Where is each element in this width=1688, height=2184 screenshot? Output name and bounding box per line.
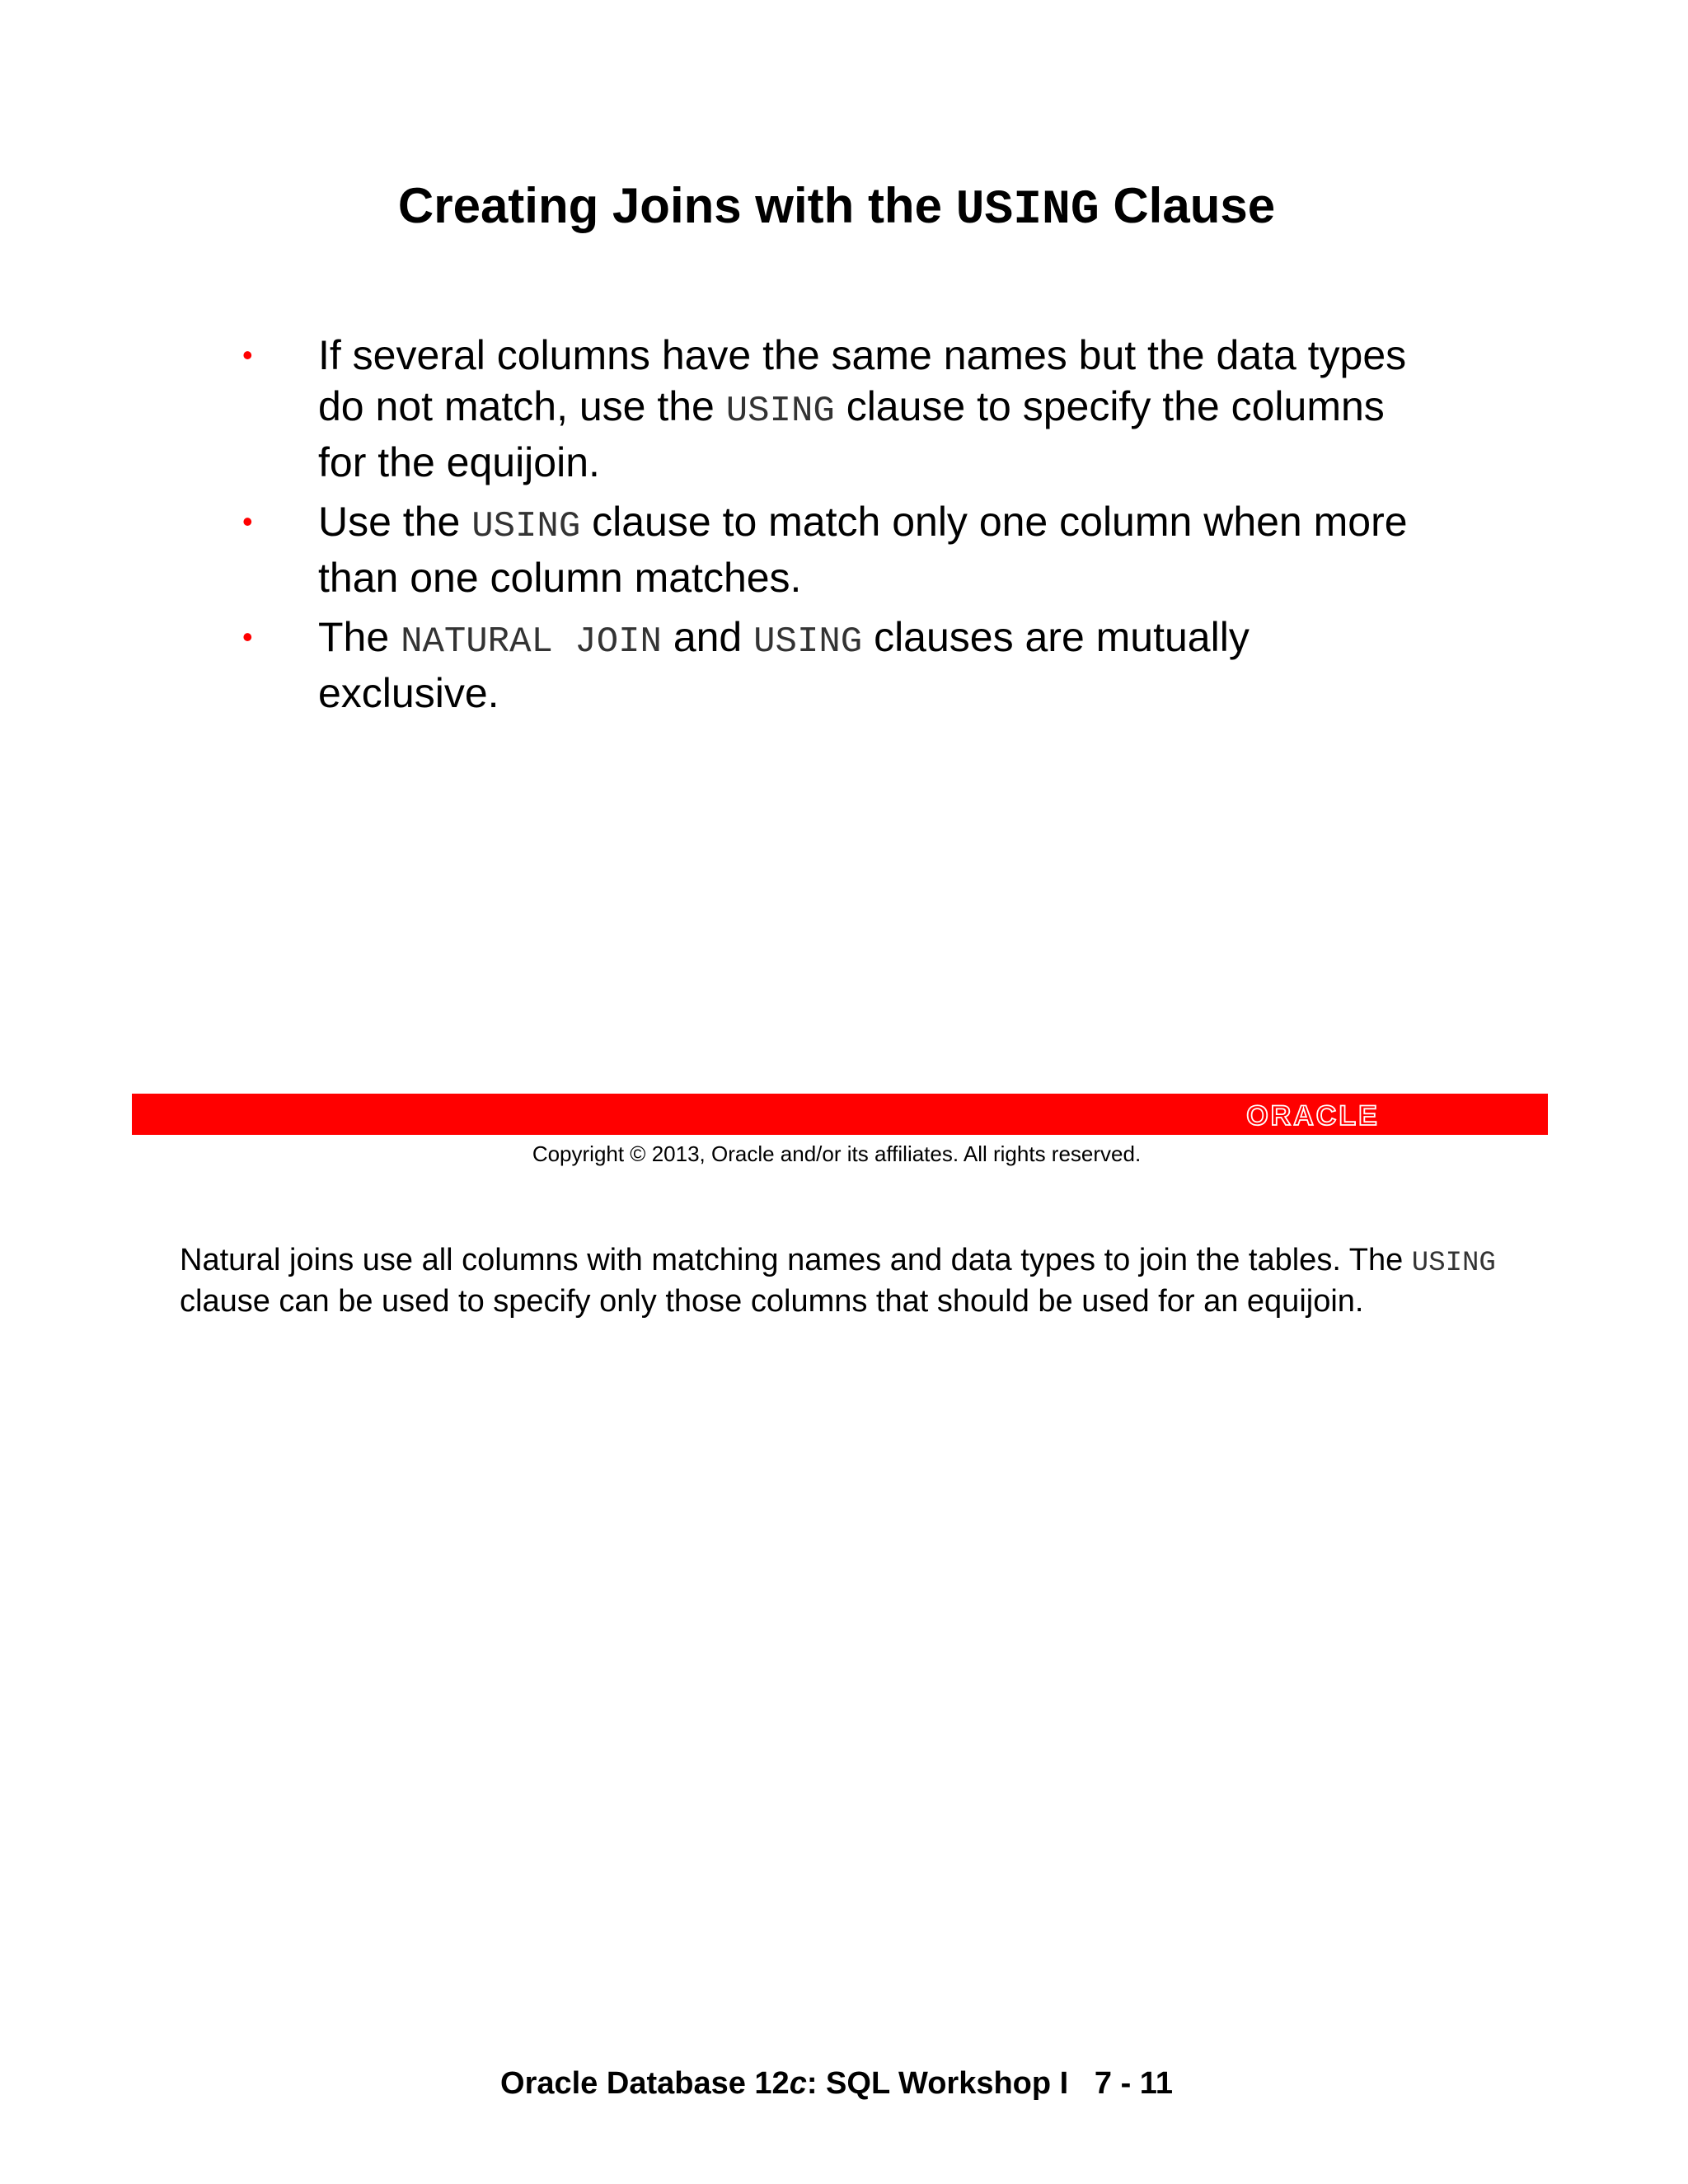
- footer-italic: c: [789, 2066, 807, 2101]
- notes-text: clause can be used to specify only those columns that should be used for an equijoin.: [180, 1284, 1364, 1319]
- bullet-text: Use the: [318, 499, 472, 545]
- bullet-code: USING: [471, 506, 581, 547]
- bullet-text: clauses are mutually exclusive.: [318, 614, 1250, 716]
- oracle-logo-icon: [1226, 1100, 1400, 1128]
- notes-text: Natural joins use all columns with matching names and data types to join the tables. The: [180, 1243, 1412, 1277]
- title-text-prefix: Creating Joins with the: [397, 178, 956, 233]
- title-text-suffix: Clause: [1099, 178, 1276, 233]
- bullet-marker-icon: •: [242, 504, 253, 538]
- oracle-logo-text: ORACLE: [1246, 1100, 1380, 1128]
- bullet-code: NATURAL JOIN: [401, 621, 662, 663]
- bullet-item-1: [239, 330, 1434, 488]
- bullet-text: The: [318, 614, 401, 660]
- bullet-text: clause to match only one column when more than one column matches.: [318, 499, 1408, 601]
- title-code: USING: [955, 184, 1100, 237]
- bullet-list: [239, 330, 1434, 727]
- bullet-code: USING: [725, 391, 835, 432]
- footer-prefix: Oracle Database 12: [500, 2066, 790, 2101]
- bullet-item-2: [239, 496, 1434, 603]
- bullet-text: clause to specify the columns for the equijoin.: [318, 383, 1385, 485]
- slide-title: [0, 173, 1673, 244]
- bullet-code: USING: [753, 621, 863, 663]
- bullet-marker-icon: •: [242, 620, 253, 654]
- bullet-text: If several columns have the same names but the data types do not match, use the: [318, 332, 1407, 429]
- bullet-item-3: [239, 612, 1434, 719]
- copyright-text: Copyright © 2013, Oracle and/or its affiliates. All rights reserved.: [532, 1141, 1142, 1166]
- page-footer: [0, 2064, 1673, 2102]
- bullet-text: and: [661, 614, 754, 660]
- footer-suffix: : SQL Workshop I 7 - 11: [806, 2066, 1173, 2101]
- notes-paragraph: [180, 1241, 1531, 1320]
- notes-code: USING: [1411, 1248, 1496, 1279]
- bullet-marker-icon: •: [242, 338, 253, 372]
